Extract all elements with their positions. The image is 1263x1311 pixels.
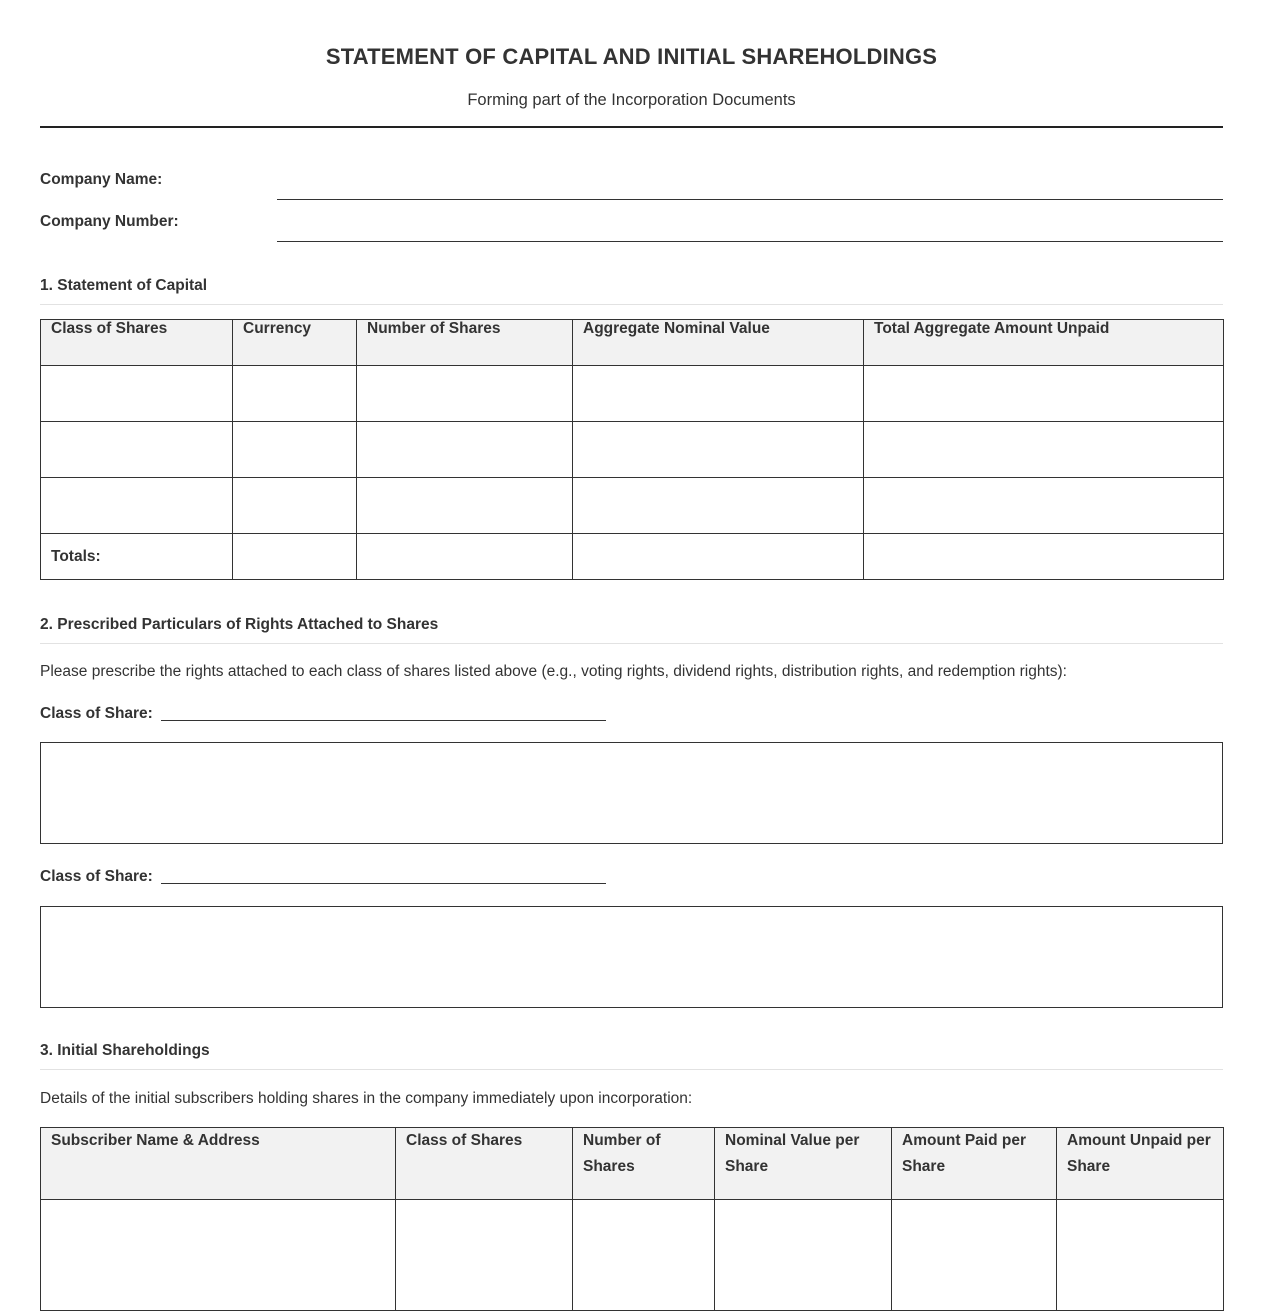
- table-cell-input[interactable]: [715, 1200, 892, 1311]
- table-cell-input[interactable]: [573, 478, 864, 534]
- class-of-share-field-2[interactable]: [161, 883, 606, 884]
- statement-of-capital-table: [40, 319, 1224, 580]
- table-cell-input[interactable]: [892, 1200, 1057, 1311]
- totals-label: Totals:: [41, 534, 233, 580]
- class-of-share-field-1[interactable]: [161, 720, 606, 721]
- column-header-class-of-shares: Class of Shares: [396, 1128, 573, 1200]
- totals-cell-input[interactable]: [573, 534, 864, 580]
- column-header-currency: Currency: [233, 320, 357, 366]
- table-header-row: [41, 320, 1224, 366]
- column-header-amount-unpaid-per-share: Amount Unpaid per Share: [1057, 1128, 1224, 1200]
- company-name-label: Company Name:: [40, 171, 163, 188]
- table-cell-input[interactable]: [1057, 1200, 1224, 1311]
- section-2-heading: 2. Prescribed Particulars of Rights Attached to Shares: [40, 616, 1223, 644]
- class-of-share-label-1: Class of Share:: [40, 705, 153, 722]
- table-cell-input[interactable]: [357, 422, 573, 478]
- table-cell-input[interactable]: [233, 366, 357, 422]
- rights-text-area-2[interactable]: [40, 906, 1223, 1008]
- initial-shareholdings-table: [40, 1127, 1224, 1311]
- column-header-nominal-value-per-share: Nominal Value per Share: [715, 1128, 892, 1200]
- column-header-number-of-shares: Number of Shares: [573, 1128, 715, 1200]
- class-of-share-label-2: Class of Share:: [40, 868, 153, 885]
- table-cell-input[interactable]: [396, 1200, 573, 1311]
- table-row: [41, 422, 1224, 478]
- table-cell-input[interactable]: [357, 366, 573, 422]
- title-divider: [40, 126, 1223, 128]
- totals-row: [41, 534, 1224, 580]
- table-cell-input[interactable]: [41, 366, 233, 422]
- table-cell-input[interactable]: [233, 422, 357, 478]
- section-1-heading: 1. Statement of Capital: [40, 277, 1223, 305]
- document-title: STATEMENT OF CAPITAL AND INITIAL SHAREHOLDINGS: [325, 44, 938, 69]
- column-header-total-aggregate-amount-unpaid: Total Aggregate Amount Unpaid: [864, 320, 1224, 366]
- totals-cell-input[interactable]: [864, 534, 1224, 580]
- table-cell-input[interactable]: [864, 366, 1224, 422]
- section-2-instruction: Please prescribe the rights attached to each class of shares listed above (e.g., voting rights, dividend rights, distribution rights, and redemption rights):: [40, 663, 1067, 680]
- table-cell-input[interactable]: [41, 422, 233, 478]
- document-subtitle: Forming part of the Incorporation Documents: [467, 91, 796, 109]
- table-cell-input[interactable]: [233, 478, 357, 534]
- column-header-number-of-shares: Number of Shares: [357, 320, 573, 366]
- table-row: [41, 366, 1224, 422]
- column-header-subscriber-name-address: Subscriber Name & Address: [41, 1128, 396, 1200]
- table-row: [41, 478, 1224, 534]
- table-cell-input[interactable]: [41, 1200, 396, 1311]
- table-cell-input[interactable]: [573, 1200, 715, 1311]
- table-cell-input[interactable]: [573, 422, 864, 478]
- company-number-label: Company Number:: [40, 213, 179, 230]
- company-name-field[interactable]: [277, 199, 1223, 200]
- section-3-instruction: Details of the initial subscribers holding shares in the company immediately upon incorporation:: [40, 1090, 693, 1107]
- table-cell-input[interactable]: [41, 478, 233, 534]
- rights-text-area-1[interactable]: [40, 742, 1223, 844]
- table-row: [41, 1200, 1224, 1311]
- company-number-field[interactable]: [277, 241, 1223, 242]
- table-cell-input[interactable]: [864, 422, 1224, 478]
- table-header-row: [41, 1128, 1224, 1200]
- column-header-amount-paid-per-share: Amount Paid per Share: [892, 1128, 1057, 1200]
- table-cell-input[interactable]: [864, 478, 1224, 534]
- totals-cell-input[interactable]: [233, 534, 357, 580]
- table-cell-input[interactable]: [573, 366, 864, 422]
- column-header-class-of-shares: Class of Shares: [41, 320, 233, 366]
- totals-cell-input[interactable]: [357, 534, 573, 580]
- section-3-heading: 3. Initial Shareholdings: [40, 1042, 1223, 1070]
- table-cell-input[interactable]: [357, 478, 573, 534]
- column-header-aggregate-nominal-value: Aggregate Nominal Value: [573, 320, 864, 366]
